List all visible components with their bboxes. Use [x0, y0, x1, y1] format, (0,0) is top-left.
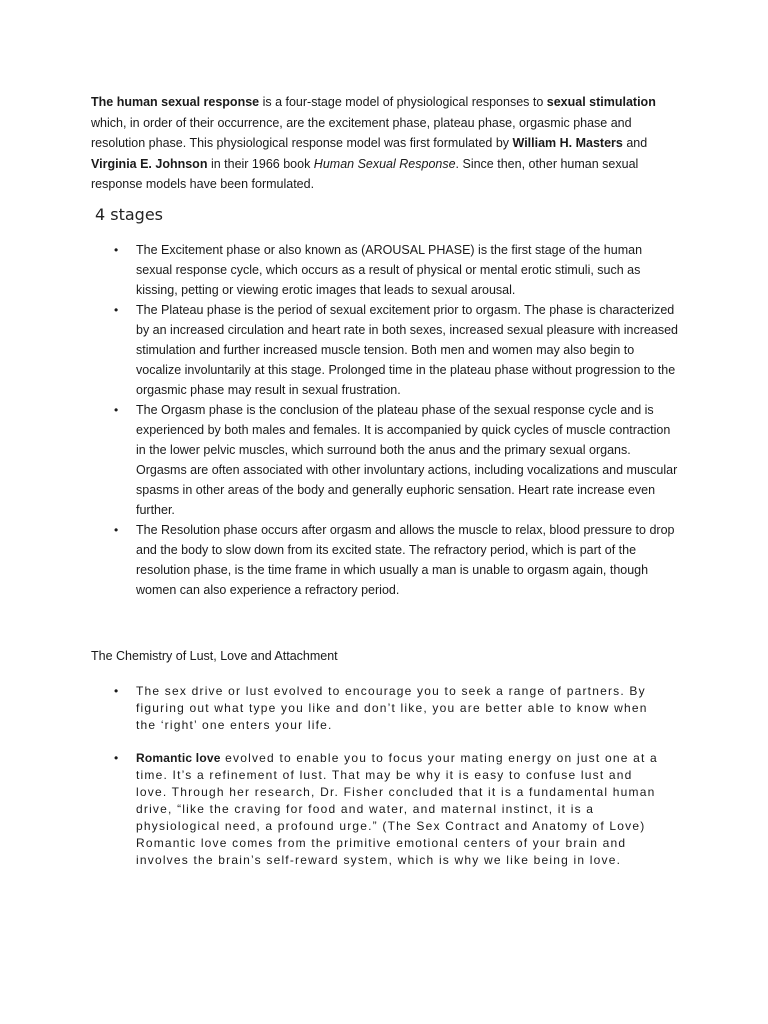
- stage-text: The Plateau phase is the period of sexual excitement prior to orgasm. The phase is characterized by an increased circulation and heart rate in both sexes, increased sexual pleasure with increased stimulation and further increased muscle tension. Both men and women may also begin to vocalize involuntarily at this stage. Prolonged time in the plateau phase without progression to the orgasmic phase may result in sexual frustration.: [136, 303, 678, 397]
- stages-heading: 4 stages: [95, 205, 164, 224]
- list-item-plateau: [0, 300, 681, 400]
- chemistry-list: [0, 683, 768, 869]
- stage-text: The Excitement phase or also known as (AROUSAL PHASE) is the first stage of the human sexual response cycle, which occurs as a result of physical or mental erotic stimuli, such as kissing, petting or viewing erotic images that leads to sexual arousal.: [136, 243, 643, 297]
- intro-paragraph: [91, 92, 671, 195]
- bullet: •: [114, 243, 119, 257]
- stage-text: The Orgasm phase is the conclusion of the plateau phase of the sexual response cycle and is experienced by both males and females. It is accompanied by quick cycles of muscle contraction in the lower pelvic muscles, which surround both the anus and the primary sexual organs. Orgasms are often associated with other involuntary actions, including vocalizations and muscular spasms in other areas of the body and generally euphoric sensation. Heart rate increase even further.: [136, 403, 678, 517]
- bullet: •: [114, 523, 119, 537]
- intro-book-title: Human Sexual Response: [313, 156, 456, 171]
- intro-term: The human sexual response: [91, 95, 260, 109]
- stage-text: The Resolution phase occurs after orgasm and allows the muscle to relax, blood pressure to drop and the body to slow down from its excited state. The refractory period, which is part of the resolution phase, is the time frame in which usually a man is unable to orgasm again, though women can also experience a refractory period.: [136, 523, 675, 597]
- intro-author-masters: William H. Masters: [512, 136, 623, 150]
- list-item-orgasm: [0, 400, 681, 520]
- intro-author-johnson: Virginia E. Johnson: [91, 156, 208, 171]
- chemistry-term: Romantic love: [136, 751, 221, 765]
- intro-text: . Since then, other human sexual response models have been formulated.: [91, 156, 639, 191]
- chemistry-text: evolved to enable you to focus your mating energy on just one at a time. It’s a refinement of lust. That may be why it is easy to confuse lust and love. Through her research, Dr. Fisher concluded that it is a fundamental human drive, “like the craving for food and water, and maternal instinct, it is a physiological need, a profound urge.” (The Sex Contract and Anatomy of Love) Romantic love comes from the primitive emotional centers of your brain and involves the brain’s self-reward system, which is why we like being in love.: [136, 751, 658, 867]
- intro-text: which, in order of their occurrence, are the excitement phase, plateau phase, orgasmic phase and resolution phase. This physiological response model was first formulated by: [91, 115, 632, 150]
- bullet: •: [114, 403, 119, 417]
- intro-text: and: [622, 136, 648, 150]
- list-item-lust: [0, 683, 666, 734]
- bullet: •: [114, 303, 119, 317]
- intro-text: is a four-stage model of physiological responses to: [259, 95, 547, 109]
- list-item-resolution: [0, 520, 681, 600]
- bullet: •: [114, 751, 120, 765]
- list-item-excitement: [0, 240, 681, 300]
- chemistry-text: The sex drive or lust evolved to encourage you to seek a range of partners. By figuring out what type you like and don’t like, you are better able to know when the ‘right’ one enters your life.: [136, 684, 648, 732]
- stages-list: [0, 240, 768, 600]
- list-item-romantic-love: [0, 750, 666, 869]
- intro-term-stimulation: sexual stimulation: [546, 95, 656, 109]
- intro-text: in their 1966 book: [207, 156, 314, 171]
- bullet: •: [114, 684, 120, 698]
- chemistry-heading: The Chemistry of Lust, Love and Attachment: [91, 649, 338, 663]
